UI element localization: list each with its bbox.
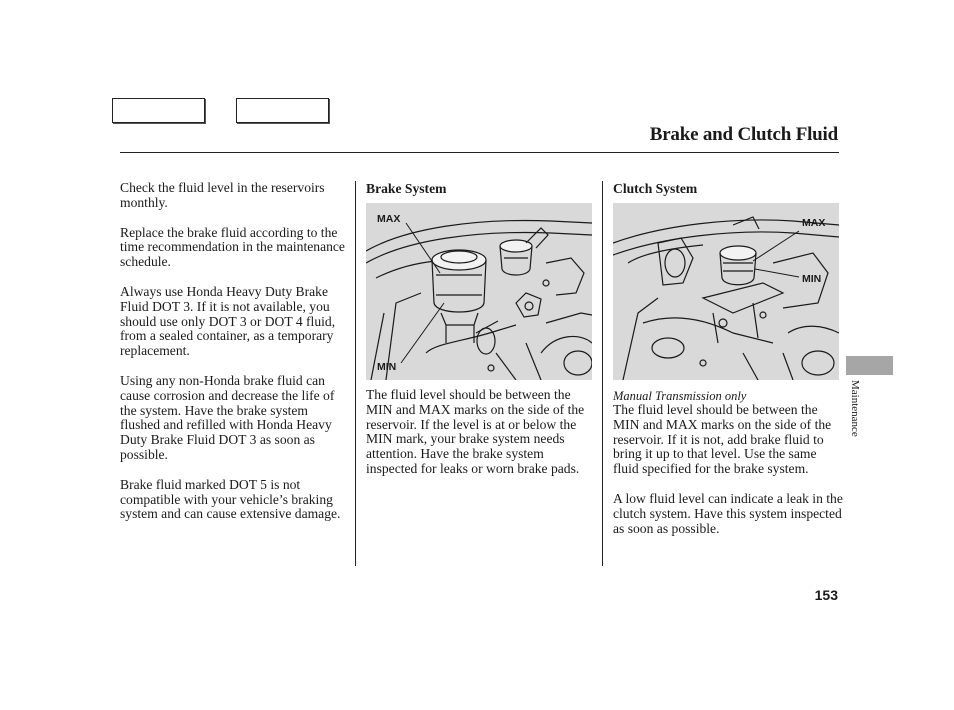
paragraph-replace-fluid: Replace the brake fluid according to the time recommendation in the maintenance schedule. — [120, 224, 345, 270]
nav-button-next[interactable] — [236, 98, 329, 123]
brake-min-callout: MIN — [377, 361, 397, 373]
clutch-system-text — [613, 403, 843, 551]
brake-max-callout: MAX — [377, 213, 401, 225]
manual-transmission-caption: Manual Transmission only — [613, 389, 747, 403]
clutch-reservoir-figure — [613, 203, 839, 380]
column-divider-1 — [355, 181, 356, 566]
brake-system-text: The fluid level should be between the MIN and MAX marks on the side of the reservoir. If the level is at or below the MIN mark, your brake system needs attention. Have the brake system inspected for leaks or worn brake pads. — [366, 387, 585, 476]
page-title: Brake and Clutch Fluid — [649, 124, 838, 145]
column-divider-2 — [602, 181, 603, 566]
brake-system-heading: Brake System — [366, 181, 447, 196]
section-tab — [846, 356, 893, 375]
page-number: 153 — [814, 587, 838, 603]
left-column — [120, 181, 348, 537]
paragraph-non-honda-warning: Using any non-Honda brake fluid can cause corrosion and decrease the life of the system. Have the brake system flushed and refilled with Honda Heavy Duty Brake Fluid DOT 3 as soon as possible. — [120, 372, 335, 462]
clutch-reservoir-illustration — [613, 203, 839, 380]
clutch-min-callout: MIN — [802, 273, 822, 285]
paragraph-check-monthly: Check the fluid level in the reservoirs monthly. — [120, 180, 325, 210]
section-tab-label: Maintenance — [849, 380, 861, 437]
title-rule — [120, 152, 839, 153]
nav-button-previous[interactable] — [112, 98, 205, 123]
paragraph-clutch-level: The fluid level should be between the MIN and MAX marks on the side of the reservoir. If it is not, add brake fluid to bring it up to that level. Use the same fluid specified for the brake system. — [613, 402, 832, 477]
paragraph-dot5-warning: Brake fluid marked DOT 5 is not compatible with your vehicle’s braking system and can cause extensive damage. — [120, 476, 341, 522]
brake-reservoir-figure — [366, 203, 592, 380]
clutch-system-heading: Clutch System — [613, 181, 698, 196]
clutch-max-callout: MAX — [802, 217, 826, 229]
brake-reservoir-illustration — [366, 203, 592, 380]
paragraph-clutch-leak: A low fluid level can indicate a leak in the clutch system. Have this system inspected as soon as possible. — [613, 490, 843, 536]
paragraph-use-dot3: Always use Honda Heavy Duty Brake Fluid DOT 3. If it is not available, you should use only DOT 3 or DOT 4 fluid, from a sealed container, as a temporary replacement. — [120, 283, 336, 359]
